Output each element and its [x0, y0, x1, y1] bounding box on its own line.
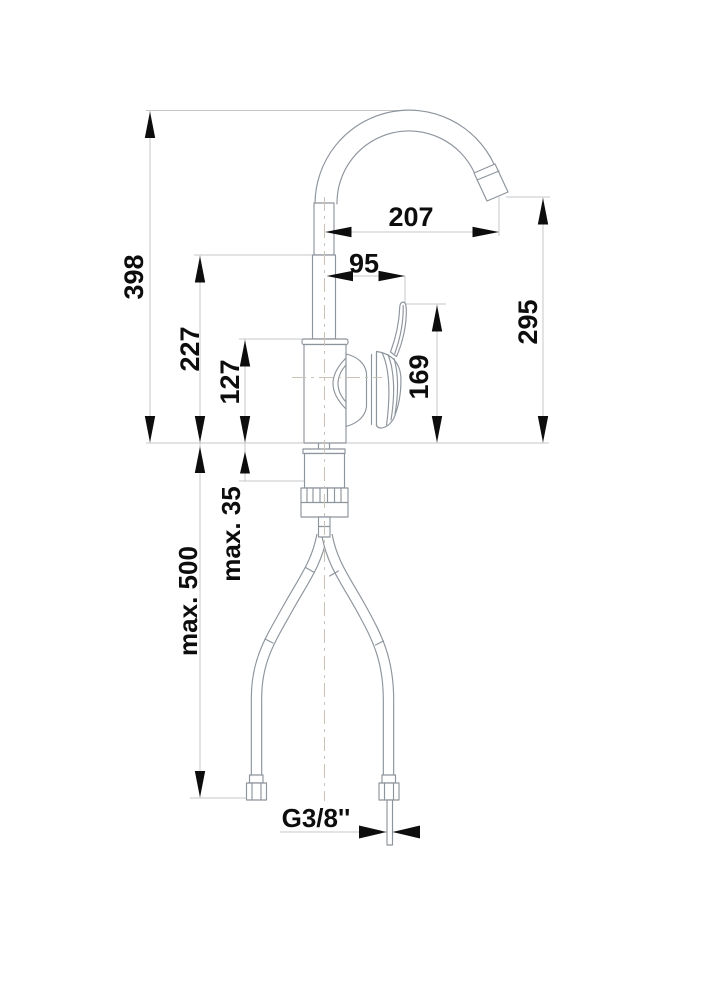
- arrow-95-right: [379, 271, 406, 281]
- arrow-169-bottom: [432, 416, 442, 443]
- arrow-thread-right: [393, 826, 421, 839]
- arrow-227-top: [195, 256, 205, 283]
- hose-right-collar: [382, 775, 396, 783]
- spout-inner-curve: [337, 131, 474, 204]
- dim-label-max500: max. 500: [173, 546, 203, 656]
- arrow-295-bottom: [538, 416, 548, 443]
- arrow-127-bottom: [240, 416, 250, 443]
- cartridge-dome: [346, 354, 367, 427]
- arrow-169-top: [432, 305, 442, 332]
- spout-nozzle: [474, 164, 508, 201]
- dim-label-398: 398: [119, 254, 149, 300]
- arrow-295-top: [538, 198, 548, 225]
- arrow-max35-top: [240, 452, 250, 474]
- dim-label-227: 227: [175, 326, 205, 372]
- arrow-max500-top: [195, 447, 205, 474]
- thread-size-label: G3/8'': [281, 803, 351, 833]
- arrow-398-bottom: [145, 416, 155, 443]
- dim-label-207: 207: [388, 202, 434, 232]
- dim-label-max35: max. 35: [216, 486, 246, 582]
- arrow-227-bottom: [195, 416, 205, 443]
- arrow-207-right: [473, 227, 500, 237]
- dim-label-169: 169: [404, 354, 434, 400]
- spout-outer-curve: [315, 110, 494, 204]
- arrow-398-top: [145, 112, 155, 139]
- arrow-thread-left: [359, 826, 387, 839]
- handle-lever: [391, 302, 407, 356]
- dim-label-295: 295: [513, 299, 543, 345]
- dimension-arrows: [145, 112, 548, 839]
- arrow-max500-bottom: [195, 771, 205, 798]
- hose-right-nut: [379, 783, 399, 800]
- hose-left-nut: [247, 783, 267, 800]
- hose-left-collar: [250, 775, 264, 783]
- extension-and-dimension-lines: [146, 111, 550, 833]
- faucet-outline: [247, 110, 509, 845]
- dim-label-127: 127: [215, 359, 245, 405]
- thread-tail-pipe: [387, 800, 393, 845]
- dim-label-95: 95: [348, 248, 380, 279]
